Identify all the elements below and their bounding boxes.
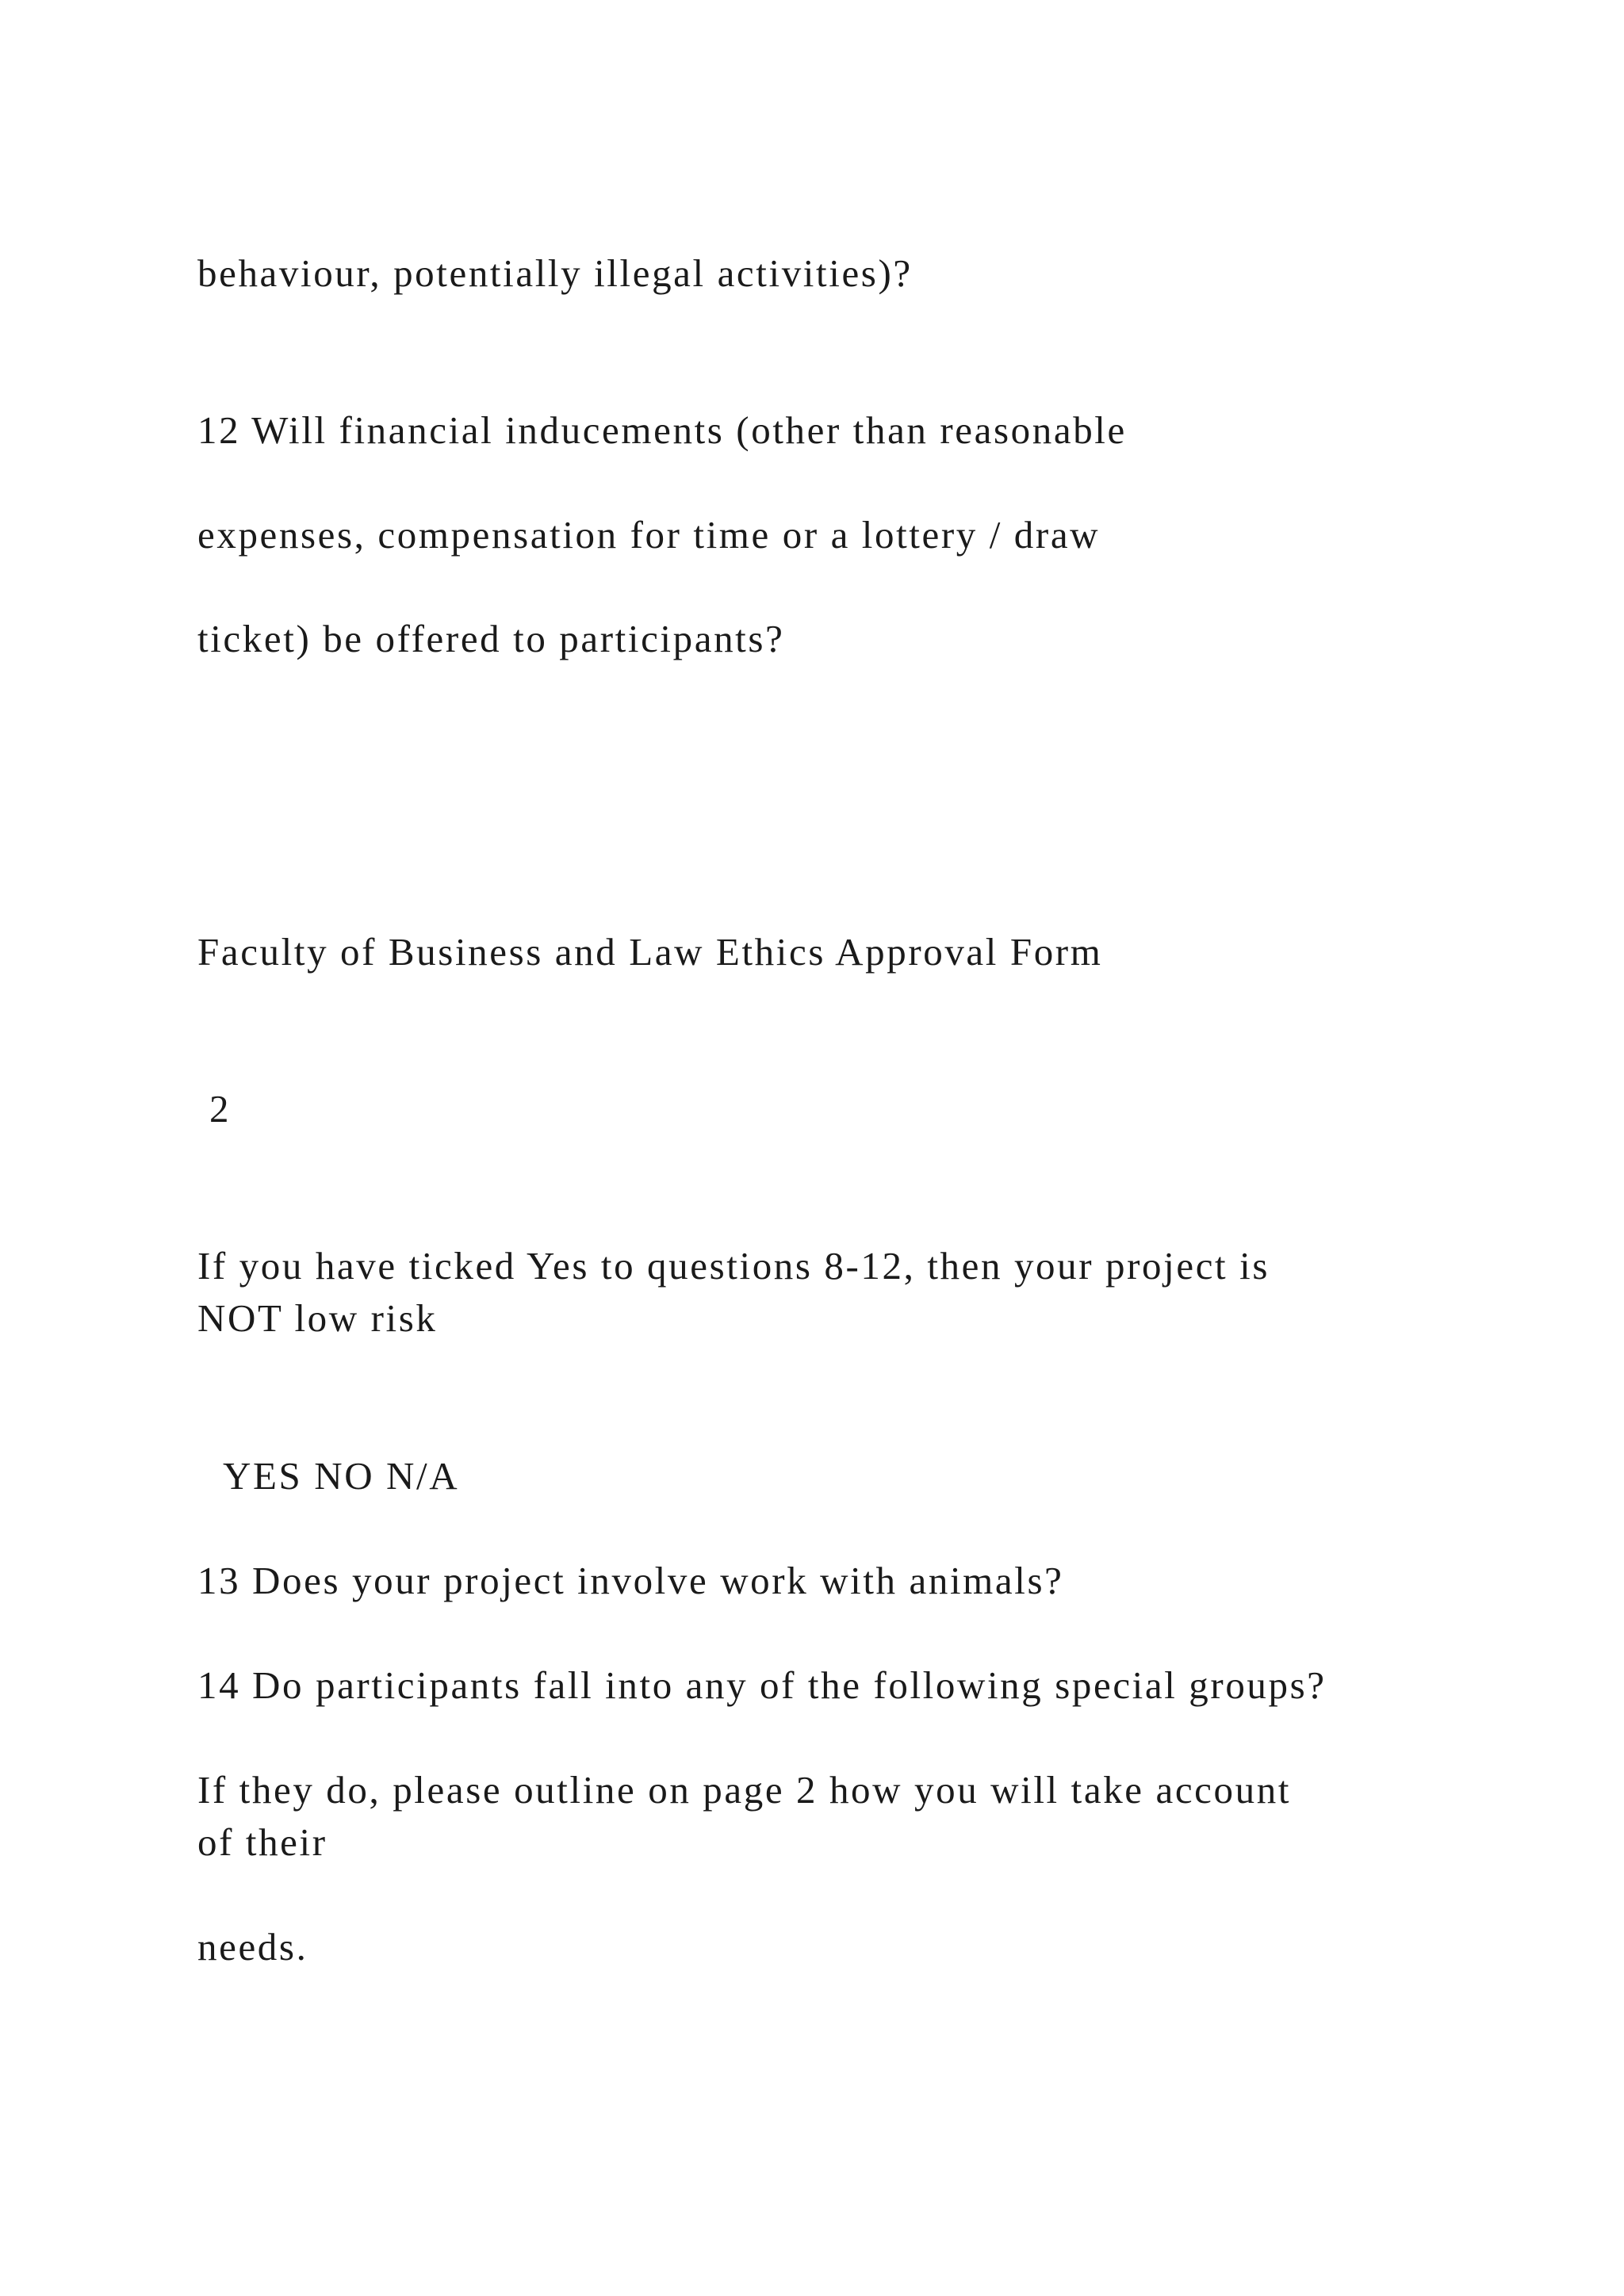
question-14-note-line-2: of their [197, 1820, 327, 1864]
question-14-note-line-3: needs. [197, 1925, 308, 1969]
question-13: 13 Does your project involve work with animals? [197, 1559, 1064, 1602]
question-12-line-1: 12 Will financial inducements (other than reasonable [197, 408, 1127, 452]
question-14-note-line-1: If they do, please outline on page 2 how you will take account [197, 1768, 1292, 1812]
question-14: 14 Do participants fall into any of the following special groups? [197, 1663, 1327, 1707]
question-12-line-3: ticket) be offered to participants? [197, 617, 785, 660]
question-11-continuation: behaviour, potentially illegal activities)? [197, 251, 913, 295]
risk-note-line-2: NOT low risk [197, 1296, 438, 1340]
question-12-line-2: expenses, compensation for time or a lottery / draw [197, 513, 1101, 557]
risk-note-line-1: If you have ticked Yes to questions 8-12, then your project is [197, 1244, 1270, 1288]
answer-column-headers: YES NO N/A [223, 1454, 460, 1498]
page-number: 2 [209, 1087, 232, 1131]
form-title: Faculty of Business and Law Ethics Approval Form [197, 930, 1103, 974]
